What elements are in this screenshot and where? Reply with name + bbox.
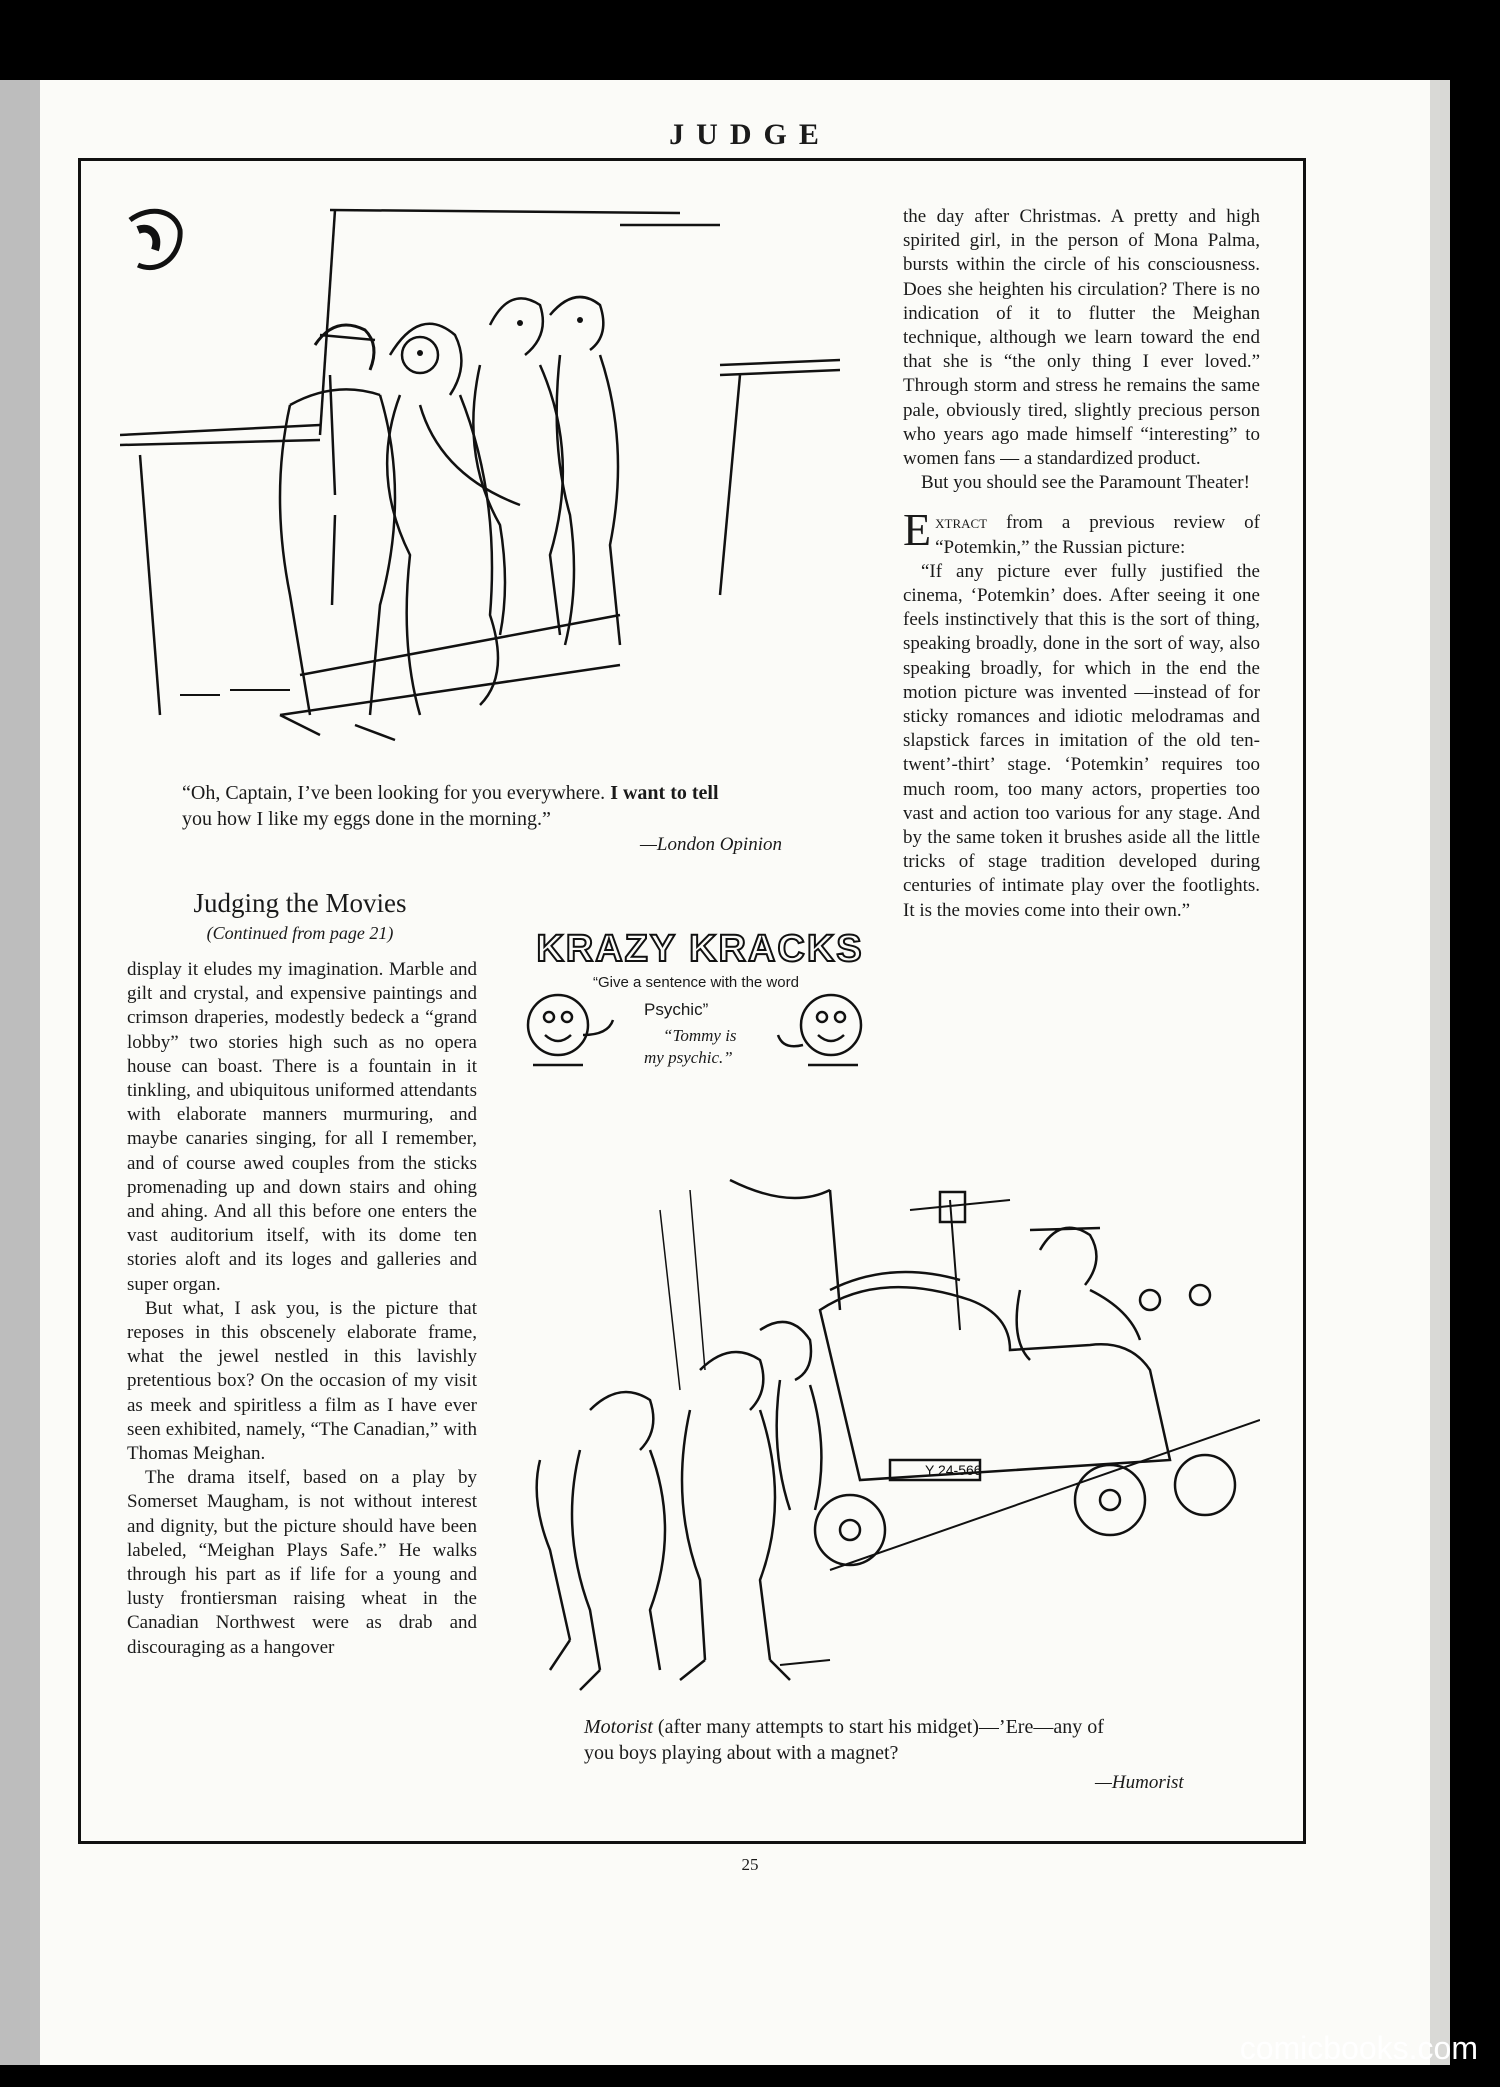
extract-intro-text: from a previous review of “Potemkin,” the Russian picture: xyxy=(935,512,1260,558)
article-right-column xyxy=(903,205,1260,923)
cartoon2-caption-rest: (after many attempts to start his midget)—’Ere—any of xyxy=(652,1716,1104,1738)
article-title: Judging the Movies xyxy=(193,888,407,918)
cartoon-ship-deck xyxy=(120,195,840,775)
article-continued: (Continued from page 21) xyxy=(206,923,394,943)
cartoon2-caption-line2: you boys playing about with a magnet? xyxy=(584,1742,899,1764)
extract-smallcaps: xtract xyxy=(935,512,988,534)
krazy-kracks-answer-1: “Tommy is xyxy=(663,1026,737,1045)
cartoon-motorist xyxy=(530,1170,1260,1710)
cartoon1-caption-line2: you how I like my eggs done in the morning.” xyxy=(182,808,551,830)
krazy-kracks-logo: KRAZY KRACKS xyxy=(536,928,864,970)
extract-quote: “If any picture ever fully justified the cinema, ‘Potemkin’ does. After seeing it one feels instinctively that this is the sort of thing, speaking broadly, done in the sort of way, also speaking broadly, for which in the end the motion picture was invented —instead of for sticky romances and idiotic melodramas and slapstick farces in imitation of the old ten-twent’-thirt’ stage. ‘Potemkin’ requires too much room, too many actors, properties too vast and action too various for any stage. And by the same token it brushes aside all the little tricks of stage tradition developed during centuries of intimate play over the footlights. It is the movies come into their own.” xyxy=(903,560,1260,921)
book-spine-left xyxy=(0,80,40,2065)
extract-dropcap: E xyxy=(903,504,932,556)
book-edge-right xyxy=(1430,80,1450,2065)
cartoon1-caption-bold: I want to tell xyxy=(610,782,719,804)
krazy-kracks-prompt: “Give a sentence with the word xyxy=(593,974,799,991)
cartoon2-credit: —Humorist xyxy=(1095,1772,1184,1793)
article-paragraph: The drama itself, based on a play by Somerset Maugham, is not without interest and dignity, but the picture should have been labeled, “Meighan Plays Safe.” He walks through his part as if life for a young and lusty frontiersman raising wheat in the Canadian Northwest were as drab and discouraging as a hangover xyxy=(127,1467,477,1658)
article-paragraph: display it eludes my imagination. Marble and gilt and crystal, and expensive paintings and crimson draperies, modestly bedeck a “grand lobby” two stories high such as no opera house can boast. There is a fountain in it tinkling, and ubiquitous uniformed attendants with elaborate manners murmuring, and maybe canaries singing, for all I remember, and of course awed couples from the sticks promenading up and down stairs and ohing and ahing. And all this before one enters the vast auditorium itself, with its dome ten stories aloft and its loges and galleries and super organ. xyxy=(127,959,477,1295)
article-paragraph: But you should see the Paramount Theater! xyxy=(921,472,1250,494)
article-paragraph: But what, I ask you, is the picture that reposes in this obscenely elaborate frame, what the jewel nestled in this lavishly pretentious box? On the occasion of my visit as meek and spiritless a film as I have ever seen exhibited, namely, “The Canadian,” with Thomas Meighan. xyxy=(127,1297,477,1465)
cartoon1-caption xyxy=(182,780,832,832)
cartoon2-caption-lead: Motorist xyxy=(584,1716,653,1738)
extract-intro xyxy=(903,504,1260,559)
cartoon1-caption-plain: “Oh, Captain, I’ve been looking for you everywhere. xyxy=(182,782,606,804)
masthead: JUDGE xyxy=(669,118,831,151)
license-plate: Y 24-566 xyxy=(925,1462,982,1478)
watermark: comicbooks.com xyxy=(1239,2030,1478,2066)
krazy-kracks-answer-2: my psychic.” xyxy=(644,1048,733,1067)
article-paragraph: the day after Christmas. A pretty and high spirited girl, in the person of Mona Palma, bursts within the circle of his consciousness. Does she heighten his circulation? There is no indication of it to flutter the Meighan technique, although we learn toward the end that she is “the only thing I ever loved.” Through storm and stress he remains the same pale, obviously tired, slightly precious person who years ago made himself “interesting” to women fans — a standardized product. xyxy=(903,206,1260,470)
cartoon2-caption xyxy=(584,1714,1264,1766)
krazy-kracks-word: Psychic” xyxy=(644,1000,709,1019)
article-left-column xyxy=(127,958,477,1660)
cartoon1-credit: —London Opinion xyxy=(640,834,782,855)
page-number: 25 xyxy=(741,1855,759,1874)
